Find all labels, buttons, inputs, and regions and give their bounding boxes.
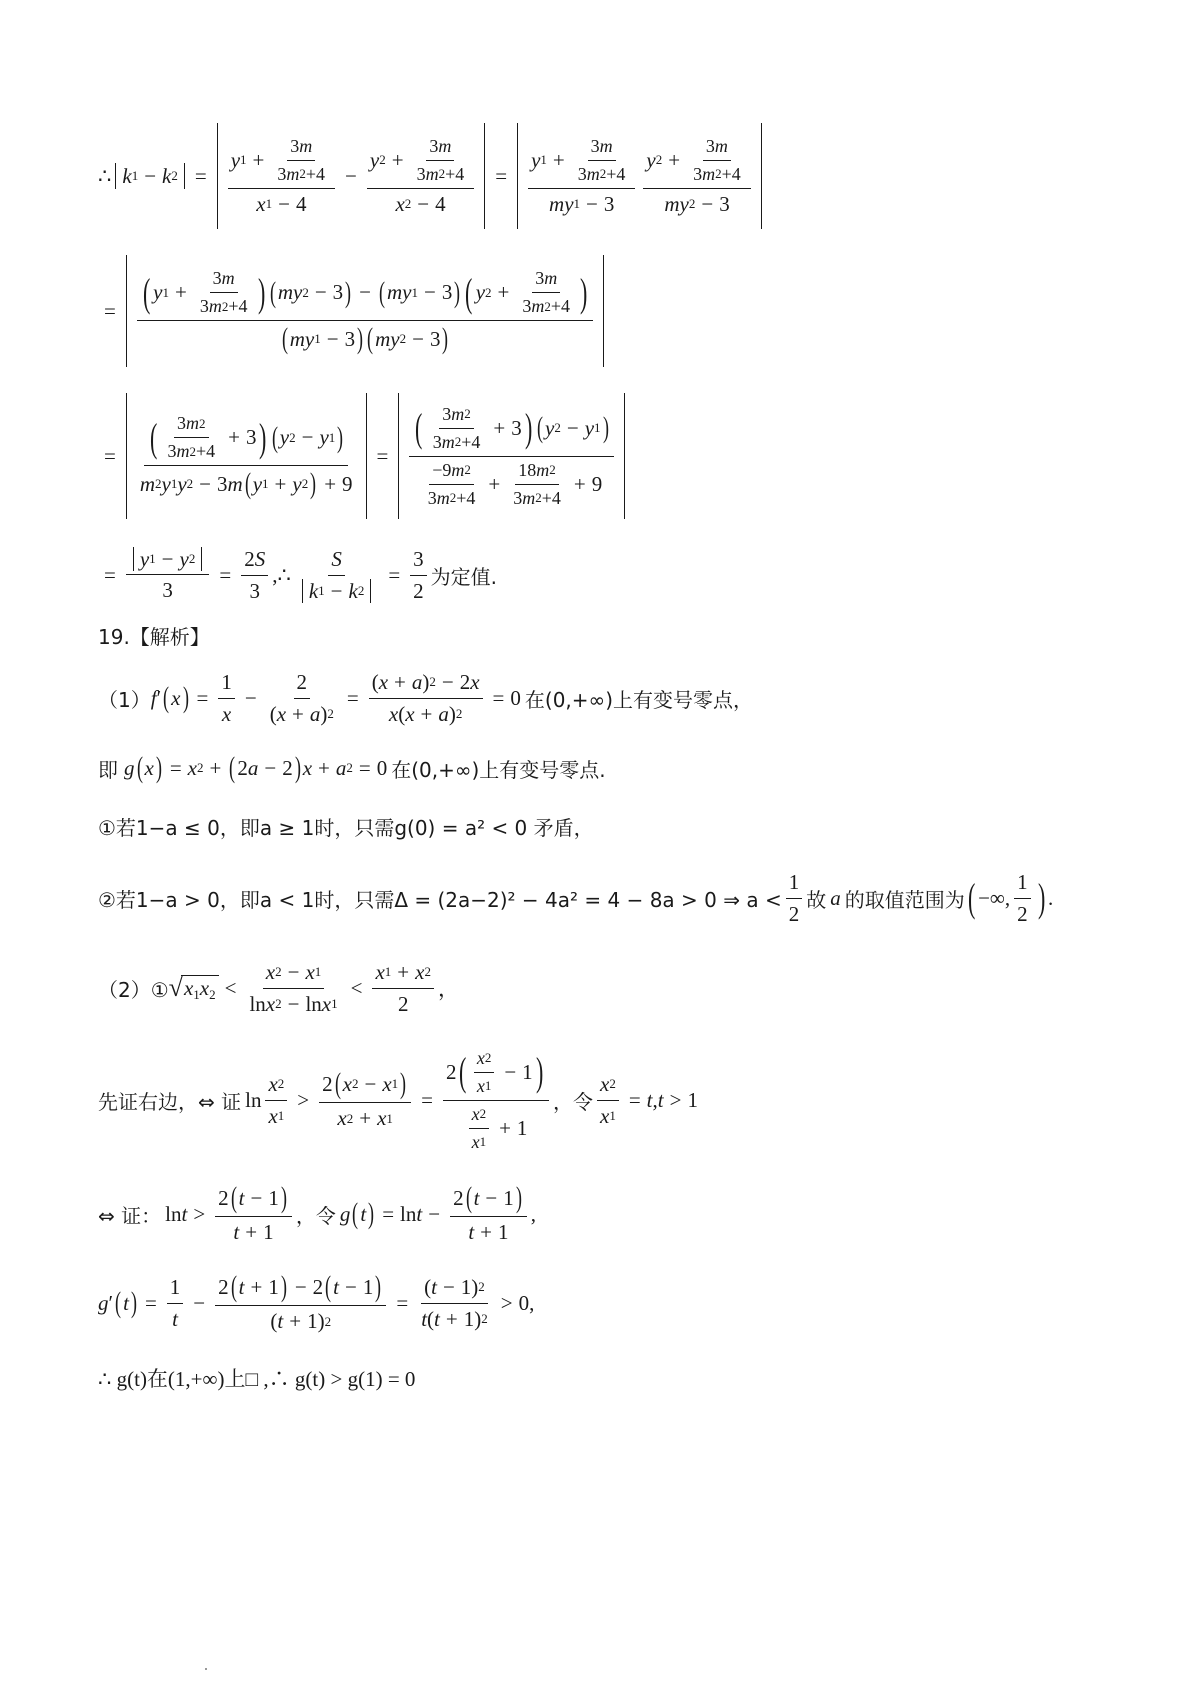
proof-lead: 先证右边，⇔ 证 (98, 1089, 242, 1114)
case-2: ②若1−a > 0，即a < 1时，只需Δ = (2a−2)² − 4a² = 4 − 8a > 0 ⇒ a < $\frac{1}{2}$ 故 a 的取值范围为 ( −∞, $\frac{1}{2}$ ) . (98, 869, 1054, 926)
proof-let: ，令 (552, 1089, 593, 1114)
case-1: ①若1−a ≤ 0，即a ≥ 1时，只需g(0) = a² < 0 矛盾， (98, 815, 594, 840)
part1-derivative: （1） f ′ ( x ) = $\frac{1}{x}$ − 2 ( x + a ) 2 = ( x + a ) 2 − 2 x x ( x + a ) 2 = 0 在(0,+∞)上有变号零点， (98, 669, 753, 726)
equiv-let: ，令 (295, 1203, 336, 1228)
gx-lead: 即 (98, 757, 118, 782)
conclusion-line: ∴ g(t)在(1,+∞)上□ ,∴ g(t) > g(1) = 0 (98, 1367, 416, 1391)
equation-k-difference: ∴ k 1 − k 2 = y 1 + 3 m 3 m 2 +4 x 1 − 4 − y 2 + 3 m 3 m 2 +4 x 2 − 4 = y 1 + 3 m 3 m 2 +4 my 1 − 3 y 2 + 3 m 3 m 2 +4 my 2 − 3 (98, 120, 766, 232)
derivative-gt: g ′ ( t ) = $\frac{1}{t}$ − 2 ( t + 1 ) − 2 ( t − 1 ) ( t + 1) 2 = ( t − 1) 2 t ( t + 1) 2 > 0, (98, 1270, 535, 1333)
equation-expanded: = ( y 1 + 3 m 3 m 2 +4 ) ( my 2 − 3 ) − ( my 1 − 3 ) ( y 2 + 3 m 3 m 2 +4 ) ( my 1 − 3 ) ( my 2 − 3 ) (98, 252, 608, 370)
gx-tail: 在(0,+∞)上有变号零点. (391, 757, 606, 782)
part1-tail: 在(0,+∞)上有变号零点， (524, 687, 753, 712)
constant-text: 为定值. (430, 564, 498, 589)
proof-equivalent: ⇔ 证： lnt > 2 ( t − 1 ) t + 1 ，令 g ( t ) = ln t − 2 ( t − 1 ) t + 1 , (98, 1181, 536, 1244)
section-heading-19: 19.【解析】 (98, 624, 210, 649)
part2-inequality: （2）① √ $x_1x_2$ < x 2 − x 1 ln x 2 − ln x 1 < x 1 + x 2 2 ， (98, 959, 459, 1016)
part2-label: （2）① (98, 977, 169, 1002)
equiv-lead: ⇔ 证： (98, 1203, 162, 1228)
equation-result: = y 1 − y 2 3 = 2 S 3 ,∴ S k 1 − k 2 = $\frac{3}{2}$ 为定值. (104, 546, 498, 603)
part1-gx: 即 g ( x ) = x 2 + ( 2 a − 2 ) x + a 2 = 0 在(0,+∞)上有变号零点. (98, 751, 606, 784)
case2-tail: 的取值范围为 (844, 887, 965, 912)
proof-right-side: 先证右边，⇔ 证 ln x 2 x 1 > 2 ( x 2 − x 1 ) x 2 + x 1 = 2 ( x 2 x 1 − 1 ) x 2 x 1 + 1 ，令 x 2 x 1 = t , t > 1 (98, 1047, 698, 1152)
case2-lead: ②若1−a > 0，即a < 1时，只需Δ = (2a−2)² − 4a² = 4 − 8a > 0 ⇒ a < (98, 887, 782, 912)
page-dot (205, 1668, 207, 1670)
case2-mid: 故 (806, 887, 827, 912)
part1-label: （1） (98, 687, 151, 712)
equation-simplified: = ( 3 m 2 3 m 2 +4 + 3 ) ( y 2 − y 1 ) m 2 y 1 y 2 − 3 m ( y 1 + y 2 ) + 9 = ( 3 m 2 3 m 2 +4 + 3 ) ( y 2 − y 1 ) −9 m 2 3 m 2 +4 + 18 m 2 3 m 2 +4 + 9 (98, 390, 629, 522)
